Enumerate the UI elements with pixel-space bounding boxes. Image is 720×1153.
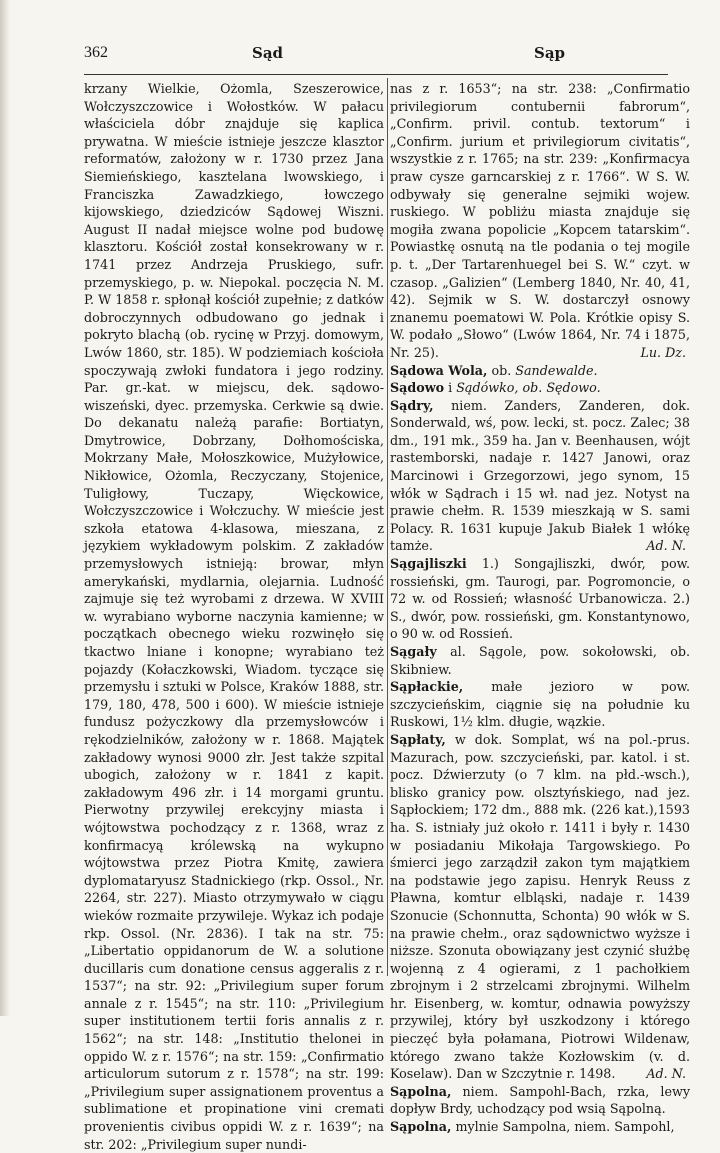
page-number: 362 bbox=[84, 44, 108, 61]
entry-italic-text: Sandewalde. bbox=[515, 362, 598, 378]
entry-text: małe jezioro w pow. szczycieńskim, ciągnie się na południe ku Ruskowi, 1½ klm. długie, wązkie. bbox=[390, 679, 690, 730]
entry-text: al. Sągole, pow. sokołowski, ob. Skibniew. bbox=[390, 644, 690, 677]
column-separator bbox=[387, 78, 388, 976]
right-running-head: Sąp bbox=[534, 44, 566, 62]
dictionary-entry bbox=[390, 379, 690, 397]
dictionary-entry bbox=[390, 1118, 690, 1136]
entry-text: w dok. Somplat, wś na pol.-prus. Mazurach, pow. szczycieński, par. katol. i st. pocz. Dźwierzuty (o 7 klm. na płd.-wsch.), blisko granicy pow. olsztyńskiego, nad jez. Sąpłockiem; 172 dm., 888 mk. (226 kat.),1593 ha. S. istniały już około r. 1411 i były r. 1430 w posiadaniu Mikołaja Targowskiego. Po śmierci jego zarządził zakon tym majątkiem na podstawie jego zapisu. Henryk Reuss z Pławna, komtur elbląski, nadaje r. 1439 Szonucie (Schonnutta, Schonta) 90 włók w S. na prawie chełm., oraz sądownictwo wyższe i niższe. Szonuta obowiązany jest czynić służbę wojenną z 4 ogierami, z 1 pachołkiem zbrojnym i 2 strzelcami zbrojnymi. Wilhelm hr. Eisenberg, w. komtur, odnawia powyższy przywilej, który był uszkodzony i którego pieczęć była połamana, Piotrowi Wildenaw, którego zwano także Kozłowskim (v. d. Koselaw). Dan w Szczytnie r. 1498. bbox=[390, 731, 690, 1082]
entry-headword: Sądowo bbox=[390, 380, 445, 396]
entry-text: niem. Sampohl-Bach, rzka, lewy dopływ Brdy, uchodzący pod wsią Sąpolną. bbox=[390, 1083, 690, 1117]
page-gutter-shadow bbox=[0, 0, 10, 1016]
dictionary-entry bbox=[390, 362, 690, 380]
dictionary-entry bbox=[390, 643, 690, 678]
dictionary-entry bbox=[390, 397, 690, 555]
left-column bbox=[84, 80, 384, 1153]
entry-headword: Sąpłaty, bbox=[390, 731, 446, 747]
dictionary-entry bbox=[390, 80, 690, 362]
entry-headword: Sądry, bbox=[390, 397, 434, 413]
entry-headword: Sągajliszki bbox=[390, 556, 467, 572]
dictionary-entry bbox=[390, 555, 690, 643]
entry-headword: Sągały bbox=[390, 644, 437, 659]
right-column bbox=[390, 80, 690, 1136]
entry-signature: Ad. N. bbox=[646, 538, 686, 554]
entry-text: 1.) Songajliszki, dwór, pow. rossieński, gm. Taurogi, par. Pogromoncie, o 72 w. od Rossień; własność Urbanowicza. 2.) S., dwór, pow. rossieński, gm. Konstantynowo, o 90 w. od Rossień. bbox=[390, 556, 690, 642]
page-header bbox=[84, 44, 668, 68]
entry-headword: Sąpłackie, bbox=[390, 679, 464, 695]
header-rule bbox=[84, 74, 668, 75]
entry-text: nas z r. 1653“; na str. 238: „Confirmatio privilegiorum contubernii fabrorum“, „Confirm. privil. contub. textorum“ i „Confirm. jurium et privilegiorum civitatis“, wszystkie z r. 1765; na str. 239: „Konfirmacya praw cysze garncarskiej z r. 1766“. W S. W. odbywały się generalne sejmiki wojew. ruskiego. W pobliżu miasta znajduje się mogiła zwana popolicie „Kopcem tatarskim“. Powiastkę osnutą na tle podania o tej mogile p. t. „Der Tartarenhuegel bei S. W.“ czyt. w czasop. „Galizien“ (Lemberg 1840, Nr. 40, 41, 42). Sejmik w S. W. dostarczył osnowy znanemu poematowi W. Pola. Krótkie opisy S. W. podało „Słowo“ (Lwów 1864, Nr. 74 i 1875, Nr. 25). bbox=[390, 81, 690, 360]
left-column-text: krzany Wielkie, Ożomla, Szeszerowice, Wołczyszczowice i Wołostków. W pałacu właściciela dóbr znajduje się kaplica prywatna. W mieście istnieje jeszcze klasztor reformatów, założony w r. 1730 przez Jana Siemieńskiego, kasztelana lwowskiego, i Franciszka Zawadzkiego, łowczego kijowskiego, dziedziców Sądowej Wiszni. August II nadał miejsce wolne pod budowę klasztoru. Kościół został konsekrowany w r. 1741 przez Andrzeja Pruskiego, sufr. przemyskiego, p. w. Niepokal. poczęcia N. M. P. W 1858 r. spłonął kościół zupełnie; z datków dobroczynnych odbudowano go jednak i pokryto blachą (ob. rycinę w Przyj. domowym, Lwów 1860, str. 185). W podziemiach kościoła spoczywają zwłoki fundatora i jego rodziny. Par. gr.-kat. w miejscu, dek. sądowo-wiszeński, dyec. przemyska. Cerkwie są dwie. Do dekanatu należą parafie: Bortiatyn, Dmytrowice, Dobrzany, Dołhomościska, Mokrzany Małe, Mołoszkowice, Mużyłowice, Nikłowice, Ożomla, Reczyczany, Stojenice, Tuligłowy, Tuczapy, Więckowice, Wołczyszczowice i Wołczuchy. W mieście jest szkoła etatowa 4-klasowa, mieszana, z językiem wykładowym polskim. Z zakładów przemysłowych istnieją: browar, młyn amerykański, mydlarnia, olejarnia. Ludność zajmuje się też wyrobami z drzewa. W XVIII w. wyrabiano wyborne naczynia kamienne; w początkach obecnego wieku rozwinęło się tkactwo lniane i konopne; wyrabiano też pojazdy (Kołaczkowski, Wiadom. tyczące się przemysłu i sztuki w Polsce, Kraków 1888, str. 179, 180, 478, 500 i 600). W mieście istnieje fundusz pożyczkowy dla przemysłowców i rękodzielników, założony w r. 1868. Majątek zakładowy wynosi 9000 złr. Jest także szpital ubogich, założony w r. 1841 z kapit. zakładowym 496 złr. i 14 morgami gruntu. Pierwotny przywilej erekcyjny miasta i wójtowstwa pochodzący z r. 1368, wraz z konfirmacyą królewską na wykupno wójtowstwa przez Piotra Kmitę, zawiera dyplomataryusz Stadnickiego (rkp. Ossol., Nr. 2264, str. 227). Miasto otrzymywało w ciągu wieków rozmaite przywileje. Wykaz ich podaje rkp. Ossol. (Nr. 2836). I tak na str. 75: „Libertatio oppidanorum de W. a solutione ducillaris cum donatione census aggeralis z r. 1537“; na str. 92: „Privilegium super forum annale z r. 1545“; na str. 110: „Privilegium super institutionem tertii foris annalis z r. 1562“; na str. 148: „Institutio thelonei in oppido W. z r. 1576“; na str. 159: „Confirmatio articulorum sutorum z r. 1578“; na str. 199: „Privilegium super assignationem proventus a sublimatione et propinatione vini cremati provenientis civibus oppidi W. z r. 1639“; na str. 202: „Privilegium super nundi- bbox=[84, 81, 384, 1152]
entry-headword: Sąpolna, bbox=[390, 1083, 452, 1099]
entry-text: mylnie Sampolna, niem. Sampohl, bbox=[451, 1119, 675, 1135]
entry-headword: Sądowa Wola, bbox=[390, 362, 488, 378]
entry-signature: Lu. Dz. bbox=[640, 344, 686, 360]
entry-text: ob. bbox=[487, 362, 516, 378]
dictionary-entry bbox=[390, 678, 690, 731]
left-running-head: Sąd bbox=[252, 44, 284, 62]
entry-text: i bbox=[444, 380, 457, 396]
dictionary-entry bbox=[390, 731, 690, 1083]
entry-text: niem. Zanders, Zanderen, dok. Sonderwald, wś, pow. lecki, st. pocz. Zalec; 38 dm., 191 mk., 359 ha. Jan v. Beenhausen, wójt rastemborski, nadaje r. 1427 Janowi, oraz Marcinowi i Grzegorzowi, jego synom, 15 włók w Sądrach i 15 wł. nad jez. Notyst na prawie chełm. R. 1539 mieszkają w S. sami Polacy. R. 1631 kupuje Jakub Białek 1 włókę tamże. bbox=[390, 397, 690, 554]
entry-signature: Ad. N. bbox=[646, 1066, 686, 1082]
entry-italic-text: Sądówko, ob. Sędowo. bbox=[456, 380, 601, 396]
dictionary-entry bbox=[390, 1083, 690, 1118]
entry-headword: Sąpolna, bbox=[390, 1119, 452, 1135]
